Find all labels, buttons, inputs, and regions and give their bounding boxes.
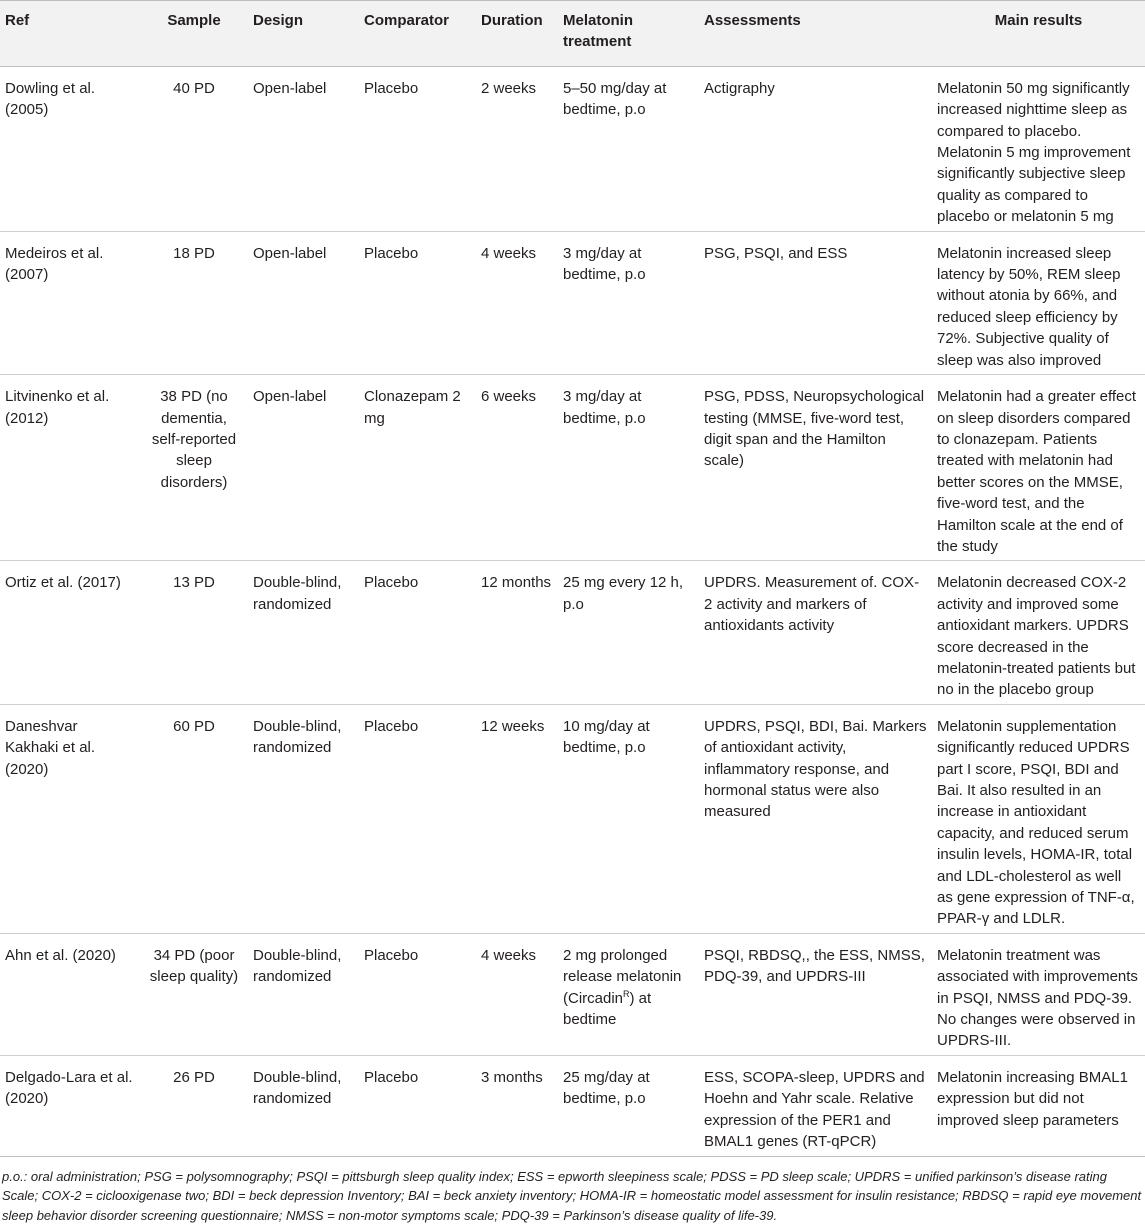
cell-comparator: Placebo <box>359 231 476 374</box>
cell-assessments: UPDRS, PSQI, BDI, Bai. Markers of antioxidant activity, inflammatory response, and hormonal status were also measured <box>699 704 932 933</box>
cell-results: Melatonin increased sleep latency by 50%, REM sleep without atonia by 66%, and reduced sleep efficiency by 72%. Subjective quality of sleep was also improved <box>932 231 1145 374</box>
header-row <box>0 1 1145 67</box>
cell-treatment: 10 mg/day at bedtime, p.o <box>558 704 699 933</box>
cell-sample: 26 PD <box>140 1055 248 1156</box>
cell-sample: 38 PD (no dementia, self-reported sleep disorders) <box>140 375 248 561</box>
cell-design: Open-label <box>248 231 359 374</box>
cell-sample: 18 PD <box>140 231 248 374</box>
header-assessments: Assessments <box>699 1 932 67</box>
table-row <box>0 231 1145 374</box>
cell-duration: 3 months <box>476 1055 558 1156</box>
cell-results: Melatonin had a greater effect on sleep disorders compared to clonazepam. Patients treated with melatonin had better scores on the MMSE, five-word test, and the Hamilton scale at the end of the study <box>932 375 1145 561</box>
cell-sample: 13 PD <box>140 561 248 704</box>
table-header <box>0 1 1145 67</box>
cell-design: Double-blind, randomized <box>248 1055 359 1156</box>
cell-sample: 34 PD (poor sleep quality) <box>140 933 248 1055</box>
cell-design: Open-label <box>248 375 359 561</box>
header-duration: Duration <box>476 1 558 67</box>
cell-sample: 40 PD <box>140 66 248 231</box>
cell-duration: 4 weeks <box>476 231 558 374</box>
cell-duration: 4 weeks <box>476 933 558 1055</box>
cell-treatment: 5–50 mg/day at bedtime, p.o <box>558 66 699 231</box>
cell-duration: 2 weeks <box>476 66 558 231</box>
cell-ref: Daneshvar Kakhaki et al. (2020) <box>0 704 140 933</box>
cell-design: Double-blind, randomized <box>248 704 359 933</box>
cell-results: Melatonin treatment was associated with improvements in PSQI, NMSS and PDQ-39. No changes were observed in UPDRS-III. <box>932 933 1145 1055</box>
cell-treatment: 25 mg/day at bedtime, p.o <box>558 1055 699 1156</box>
cell-assessments: PSG, PSQI, and ESS <box>699 231 932 374</box>
cell-results: Melatonin supplementation significantly reduced UPDRS part I score, PSQI, BDI and Bai. It also resulted in an increase in antioxidant capacity, and reduced serum insulin levels, HOMA-IR, total and LDL-cholesterol as well as gene expression of TNF-α, PPAR-γ and LDLR. <box>932 704 1145 933</box>
table-body <box>0 66 1145 1156</box>
cell-treatment <box>558 933 699 1055</box>
cell-duration: 6 weeks <box>476 375 558 561</box>
table-row <box>0 704 1145 933</box>
cell-sample: 60 PD <box>140 704 248 933</box>
cell-comparator: Placebo <box>359 66 476 231</box>
cell-treatment: 3 mg/day at bedtime, p.o <box>558 231 699 374</box>
cell-comparator: Placebo <box>359 1055 476 1156</box>
table-footnote: p.o.: oral administration; PSG = polysomnography; PSQI = pittsburgh sleep quality index; ESS = epworth sleepiness scale; PDSS = PD sleep scale; UPDRS = unified parkinson’s disease rating Scale; COX-2 = ciclooxigenase two; BDI = beck depression Inventory; BAI = beck anxiety inventory; HOMA-IR = homeostatic model assessment for insulin resistance; RBDSQ = rapid eye movement sleep behavior disorder screening questionnaire; NMSS = non-motor symptoms scale; PDQ-39 = Parkinson’s disease quality of life-39. <box>0 1157 1145 1225</box>
cell-results: Melatonin decreased COX-2 activity and improved some antioxidant markers. UPDRS score decreased in the melatonin-treated patients but no in the placebo group <box>932 561 1145 704</box>
cell-design: Double-blind, randomized <box>248 933 359 1055</box>
table-row <box>0 66 1145 231</box>
cell-ref: Dowling et al. (2005) <box>0 66 140 231</box>
treatment-text-before: 2 mg prolonged release melatonin (Circadin <box>563 947 681 1007</box>
header-treatment: Melatonin treatment <box>558 1 699 67</box>
cell-assessments: UPDRS. Measurement of. COX-2 activity and markers of antioxidants activity <box>699 561 932 704</box>
header-sample: Sample <box>140 1 248 67</box>
cell-design: Double-blind, randomized <box>248 561 359 704</box>
cell-ref: Litvinenko et al. (2012) <box>0 375 140 561</box>
cell-design: Open-label <box>248 66 359 231</box>
registered-superscript: R <box>623 989 630 999</box>
cell-comparator: Placebo <box>359 933 476 1055</box>
header-ref: Ref <box>0 1 140 67</box>
cell-results: Melatonin 50 mg significantly increased nighttime sleep as compared to placebo. Melatonin 5 mg improvement significantly subjective sleep quality as compared to placebo or melatonin 5 mg <box>932 66 1145 231</box>
cell-duration: 12 weeks <box>476 704 558 933</box>
cell-ref: Ortiz et al. (2017) <box>0 561 140 704</box>
cell-treatment: 3 mg/day at bedtime, p.o <box>558 375 699 561</box>
treatment-text-after: ) at bedtime <box>563 990 651 1028</box>
table-row <box>0 933 1145 1055</box>
table-row <box>0 375 1145 561</box>
cell-comparator: Placebo <box>359 704 476 933</box>
cell-ref: Delgado-Lara et al. (2020) <box>0 1055 140 1156</box>
table-row <box>0 561 1145 704</box>
header-design: Design <box>248 1 359 67</box>
cell-assessments: Actigraphy <box>699 66 932 231</box>
header-comparator: Comparator <box>359 1 476 67</box>
cell-duration: 12 months <box>476 561 558 704</box>
cell-assessments: PSG, PDSS, Neuropsychological testing (MMSE, five-word test, digit span and the Hamilton scale) <box>699 375 932 561</box>
table-row <box>0 1055 1145 1156</box>
cell-results: Melatonin increasing BMAL1 expression but did not improved sleep parameters <box>932 1055 1145 1156</box>
cell-comparator: Clonazepam 2 mg <box>359 375 476 561</box>
cell-comparator: Placebo <box>359 561 476 704</box>
cell-ref: Ahn et al. (2020) <box>0 933 140 1055</box>
cell-treatment: 25 mg every 12 h, p.o <box>558 561 699 704</box>
header-results: Main results <box>932 1 1145 67</box>
cell-assessments: ESS, SCOPA-sleep, UPDRS and Hoehn and Yahr scale. Relative expression of the PER1 and BMAL1 genes (RT-qPCR) <box>699 1055 932 1156</box>
cell-assessments: PSQI, RBDSQ,, the ESS, NMSS, PDQ-39, and UPDRS-III <box>699 933 932 1055</box>
cell-ref: Medeiros et al. (2007) <box>0 231 140 374</box>
